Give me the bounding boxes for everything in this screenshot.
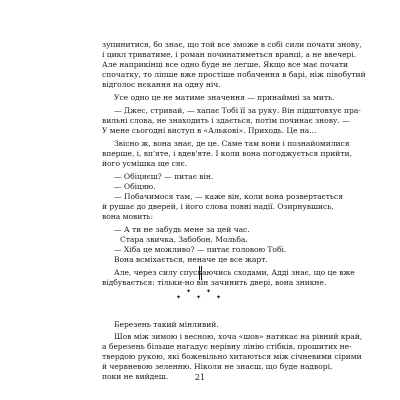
divider-bar [199, 266, 200, 280]
text-line: відголос нєкання на одну ніч. [102, 80, 221, 89]
star-ornament: ✦ [216, 294, 222, 301]
text-line: — Обіцяю. [114, 182, 156, 191]
text-line: — Обіцяєш? — питає він. [114, 172, 214, 181]
text-line: Але, через силу спускаючись сходами, Адді знає, що це вже [114, 268, 355, 277]
text-line: поки не вийдеш. [102, 372, 169, 381]
section-divider-bars [199, 266, 201, 280]
text-line: Березень такий мінливий. [114, 320, 219, 329]
text-line: Звісно ж, вона знає, де це. Саме там вони і познайомилися [114, 139, 350, 148]
text-line: відбувається: тільки-но він зачинить двері, вона зникне. [102, 278, 327, 287]
text-line: — А ти не забудь мене за цей час. [114, 225, 250, 234]
text-line: — Хіба це можливо? — питає головою Тобі. [114, 245, 287, 254]
text-line: Вона всміхається, неначе це все жарт. [114, 255, 268, 264]
text-line: вона мовить: [102, 212, 153, 221]
text-line: Стара звичка. Забобон. Мольба. [120, 235, 248, 244]
text-line: і цикл триватиме, і роман починатиметься вранці, а не ввечері. [102, 50, 357, 59]
text-line: а березень більше нагадує нерівну лінію стібків, прошитих не- [102, 342, 352, 351]
star-ornament: ✦ [176, 294, 182, 301]
divider-bar [201, 266, 202, 280]
text-line: вперше, і, вп'яте, і вдев'яте. І коли вона погоджується прийти, [102, 149, 352, 158]
page-number: 21 [194, 373, 206, 382]
text-line: вильні слова, не знаходить і здається, потім починає знову. — [102, 116, 350, 125]
star-ornament: ✦ [196, 294, 202, 301]
text-line: його усмішка ще сяє. [102, 159, 188, 168]
text-line: Усе одно це не матиме значення — принаймні за мить. [114, 93, 335, 102]
text-line: спочатку, то ліпше вже простіше побачення в барі, ніж півобутий [102, 70, 366, 79]
text-line: й червневою зеленню. Ніколи не знаєш, що буде надворі, [102, 362, 333, 371]
text-line: У мене сьогодні виступ в «Алькові». Приходь. Це на... [102, 126, 317, 135]
text-line: й рушає до дверей, і його слова повні надії. Озирнувшись, [102, 202, 334, 211]
text-line: — Побачимося там, — каже він, коли вона розвертається [114, 192, 343, 201]
star-ornament: ✦ [206, 288, 212, 295]
text-line: — Джес, стривай, — хапає Тобі її за руку. Він підштовхує пра- [114, 106, 361, 115]
text-line: Але наприкінці все одно буде не легше. Якщо все має почати [102, 60, 349, 69]
text-line: Шов між зимою і весною, хоча «шов» натякає на рівний край, [114, 332, 363, 341]
star-ornament: ✦ [186, 288, 192, 295]
text-line: твердою рукою, які божевільно хитаються між січневими сірими [102, 352, 362, 361]
text-line: зупинитися, бо знає, що той все зможе в собі сили почати знову, [102, 40, 362, 49]
